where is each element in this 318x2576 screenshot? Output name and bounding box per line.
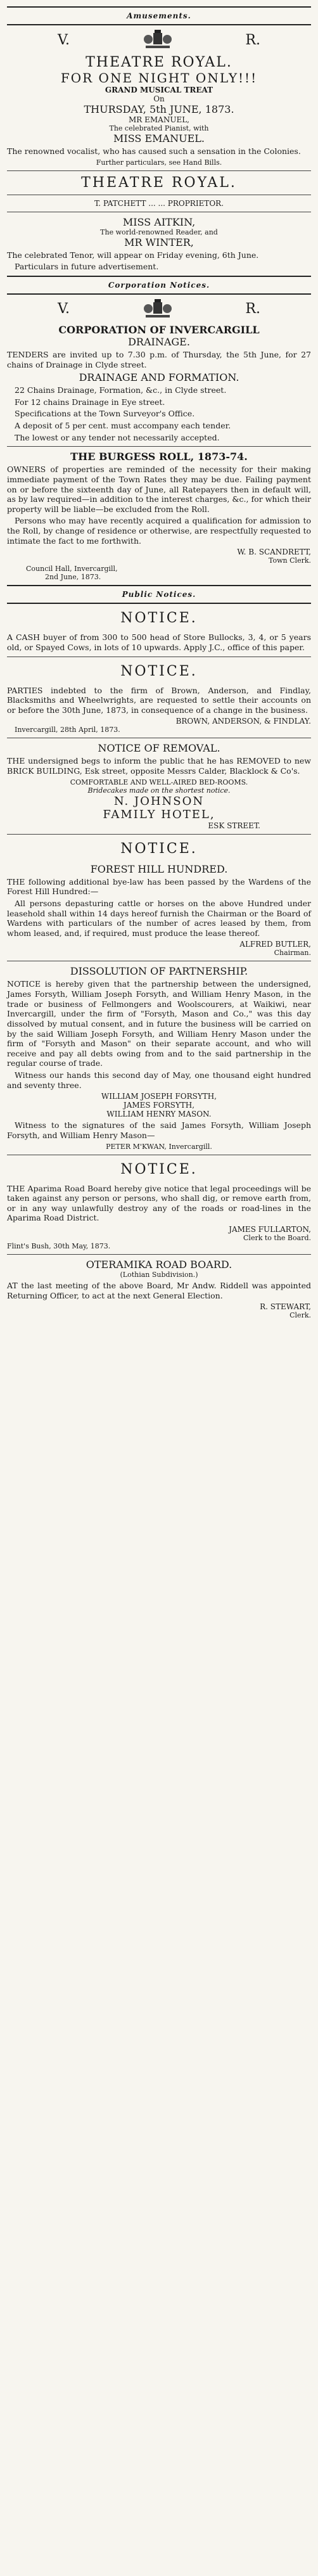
stewart-title: Clerk. (289, 1311, 311, 1320)
royal-crest-2 (7, 298, 311, 320)
lowest-tender: The lowest or any tender not necessarily accepted. (15, 432, 220, 442)
pianist-desc: The celebrated Pianist, with (109, 124, 209, 132)
bedrooms: COMFORTABLE AND WELL-AIRED BED-ROOMS. (70, 778, 248, 786)
last-meeting-text: AT the last meeting of the above Board, Mr Andw. Riddell was appointed Returning Officer, to act at the next General Election. (7, 1281, 311, 1300)
witness-text: Witness to the signatures of the said James Forsyth, William Joseph Forsyth, and William Henry Mason— (7, 1120, 311, 1140)
aparima-text: THE Aparima Road Board hereby give notice that legal proceedings will be taken against any person or persons, who shall dig, or remove earth from, or in any way unlawfully destroy any of the roads or road-lines in the Aparima Road District. (7, 1183, 311, 1223)
royal-crest (7, 29, 311, 51)
family-hotel: FAMILY HOTEL, (103, 807, 215, 821)
crest-letter-r: R. (245, 32, 260, 48)
witness-date: Witness our hands this second day of May, one thousand eight hundred and seventy three. (7, 1070, 311, 1090)
notice-title-forest: NOTICE. (120, 840, 198, 857)
removal-text: THE undersigned begs to inform the public that he has REMOVED to new BRICK BUILDING, Esk street, opposite Messrs Calder, Blacklock & Co's. (7, 756, 311, 776)
section-heading-public: Public Notices. (122, 590, 196, 599)
mr-winter: MR WINTER, (124, 236, 194, 248)
section-heading-amusements: Amusements. (127, 11, 191, 20)
fullarton-title: Clerk to the Board. (243, 1234, 311, 1242)
forest-bylaw-text-2: All persons depasturing cattle or horses on the above Hundred under leasehold shall within 14 days hereof furnish the Chairman or the Board of Wardens with particulars of the number of acres leased by them, from whom leased, and, if required, must produce the lease thereof. (7, 898, 311, 938)
theatre-royal-title: THEATRE ROYAL. (86, 54, 232, 70)
brown-anderson-signature: BROWN, ANDERSON, & FINDLAY. (175, 717, 311, 726)
vocalist-desc: The renowned vocalist, who has caused such a sensation in the Colonies. (7, 146, 301, 156)
future-advert: Particulars in future advertisement. (15, 262, 159, 272)
town-clerk: Town Clerk. (269, 556, 311, 565)
drainage-heading: DRAINAGE. (128, 335, 190, 348)
dissolution-heading: DISSOLUTION OF PARTNERSHIP. (70, 965, 248, 978)
crest-letter-r: R. (245, 301, 260, 317)
esk-street: ESK STREET. (208, 821, 260, 830)
flints-date: Flint's Bush, 30th May, 1873. (7, 1242, 111, 1250)
dissolution-text: NOTICE is hereby given that the partnership between the undersigned, James Forsyth, William Joseph Forsyth, and William Henry Mason, in the trade or business of Fellmongers and Woolscourers, at Waikiwi, near Invercargill, under the firm of "Forsyth, Mason and Co.," was this day dissolved by mutual consent, and in future the business will be carried on by the said William Joseph Forsyth, and William Henry Mason under the firm of "Forsyth and Mason" on their separate account, and who will receive and pay all debts owing from and to the said partnership in the regular course of trade. (7, 979, 311, 1068)
performance-date: THURSDAY, 5th JUNE, 1873. (84, 103, 234, 115)
newspaper-column (7, 0, 311, 1319)
removal-heading: NOTICE OF REMOVAL. (98, 742, 220, 755)
further-particulars: Further particulars, see Hand Bills. (96, 158, 222, 167)
notice-title-aparima: NOTICE. (120, 1161, 198, 1177)
coat-of-arms-icon (141, 29, 175, 51)
butler-title: Chairman. (274, 949, 311, 958)
council-date: 2nd June, 1873. (45, 573, 101, 582)
specifications: Specifications at the Town Surveyor's Office. (15, 409, 195, 419)
notice-title-cash: NOTICE. (120, 610, 198, 627)
chains-22: 22 Chains Drainage, Formation, &c., in Clyde street. (15, 385, 227, 395)
notice-title-brown: NOTICE. (120, 663, 198, 679)
stewart-signature: R. STEWART, (260, 1302, 311, 1312)
owners-text: OWNERS of properties are reminded of the necessity for their making immediate payment of the Town Rates they may be due. Failing payment on or before the sixteenth day of June, all Ratepayers then in default will, as by law required—in addition to the interest charges, &c., for which their property will be liable—be excluded from the Roll. (7, 465, 311, 514)
deposit: A deposit of 5 per cent. must accompany each tender. (15, 421, 231, 430)
forest-bylaw-text: THE following additional bye-law has been passed by the Wardens of the Forest Hill Hundred:— (7, 876, 311, 897)
miss-emanuel: MISS EMANUEL. (113, 132, 205, 144)
bridecakes: Bridecakes made on the shortest notice. (87, 786, 231, 795)
crest-letter-v: V. (58, 301, 70, 317)
oteramika-heading: OTERAMIKA ROAD BOARD. (86, 1259, 232, 1271)
johnson-name: N. JOHNSON (113, 794, 205, 808)
mkwan-signature: PETER M'KWAN, Invercargill. (106, 1142, 212, 1151)
reader-desc: The world-renowned Reader, and (100, 227, 218, 236)
fullarton-signature: JAMES FULLARTON, (229, 1225, 311, 1234)
burgess-roll-heading: THE BURGESS ROLL, 1873-74. (70, 451, 248, 463)
council-hall: Council Hall, Invercargill, (26, 565, 118, 574)
cash-buyer-text: A CASH buyer of from 300 to 500 head of Store Bullocks, 3, 4, or 5 years old, or Spayed Cows, in lots of 10 upwards. Apply J.C., office of this paper. (7, 632, 311, 652)
musical-treat: GRAND MUSICAL TREAT (105, 86, 213, 94)
drainage-formation-heading: DRAINAGE AND FORMATION. (79, 371, 239, 384)
miss-aitkin: MISS AITKIN, (122, 215, 196, 228)
forest-hill-heading: FOREST HILL HUNDRED. (90, 862, 228, 875)
section-heading-corporation: Corporation Notices. (108, 280, 210, 290)
one-night-banner: FOR ONE NIGHT ONLY!!! (60, 70, 258, 86)
corporation-title: CORPORATION OF INVERCARGILL (58, 323, 260, 336)
parties-indebted-text: PARTIES indebted to the firm of Brown, Anderson, and Findlay, Blacksmiths and Wheelwrights, are requested to settle their accounts on or before the 30th June, 1873, in consequence of a change in the business. (7, 685, 311, 715)
scandrett-signature: W. B. SCANDRETT, (237, 548, 311, 557)
brown-date: Invercargill, 28th April, 1873. (15, 726, 120, 734)
butler-signature: ALFRED BUTLER, (239, 940, 311, 949)
theatre-royal-title-2: THEATRE ROYAL. (81, 174, 237, 191)
lothian-subdivision: (Lothian Subdivision.) (120, 1271, 198, 1279)
mr-emanuel: MR EMANUEL, (128, 115, 189, 124)
wjf-signature: WILLIAM JOSEPH FORSYTH, (101, 1092, 217, 1101)
tenders-text: TENDERS are invited up to 7.30 p.m. of Thursday, the 5th June, for 27 chains of Drainage in Clyde street. (7, 349, 311, 369)
tenor-desc: The celebrated Tenor, will appear on Friday evening, 6th June. (7, 250, 259, 260)
coat-of-arms-icon (141, 298, 175, 320)
persons-text: Persons who may have recently acquired a qualification for admission to the Roll, by change of residence or otherwise, are respectfully requested to intimate the fact to me forthwith. (7, 516, 311, 546)
on-label: On (153, 94, 165, 103)
jf-signature: JAMES FORSYTH, (123, 1101, 195, 1110)
whm-signature: WILLIAM HENRY MASON. (106, 1110, 212, 1119)
crest-letter-v: V. (58, 32, 70, 48)
chains-12: For 12 chains Drainage in Eye street. (15, 397, 165, 407)
proprietor-line: T. PATCHETT ... ... PROPRIETOR. (94, 198, 224, 208)
